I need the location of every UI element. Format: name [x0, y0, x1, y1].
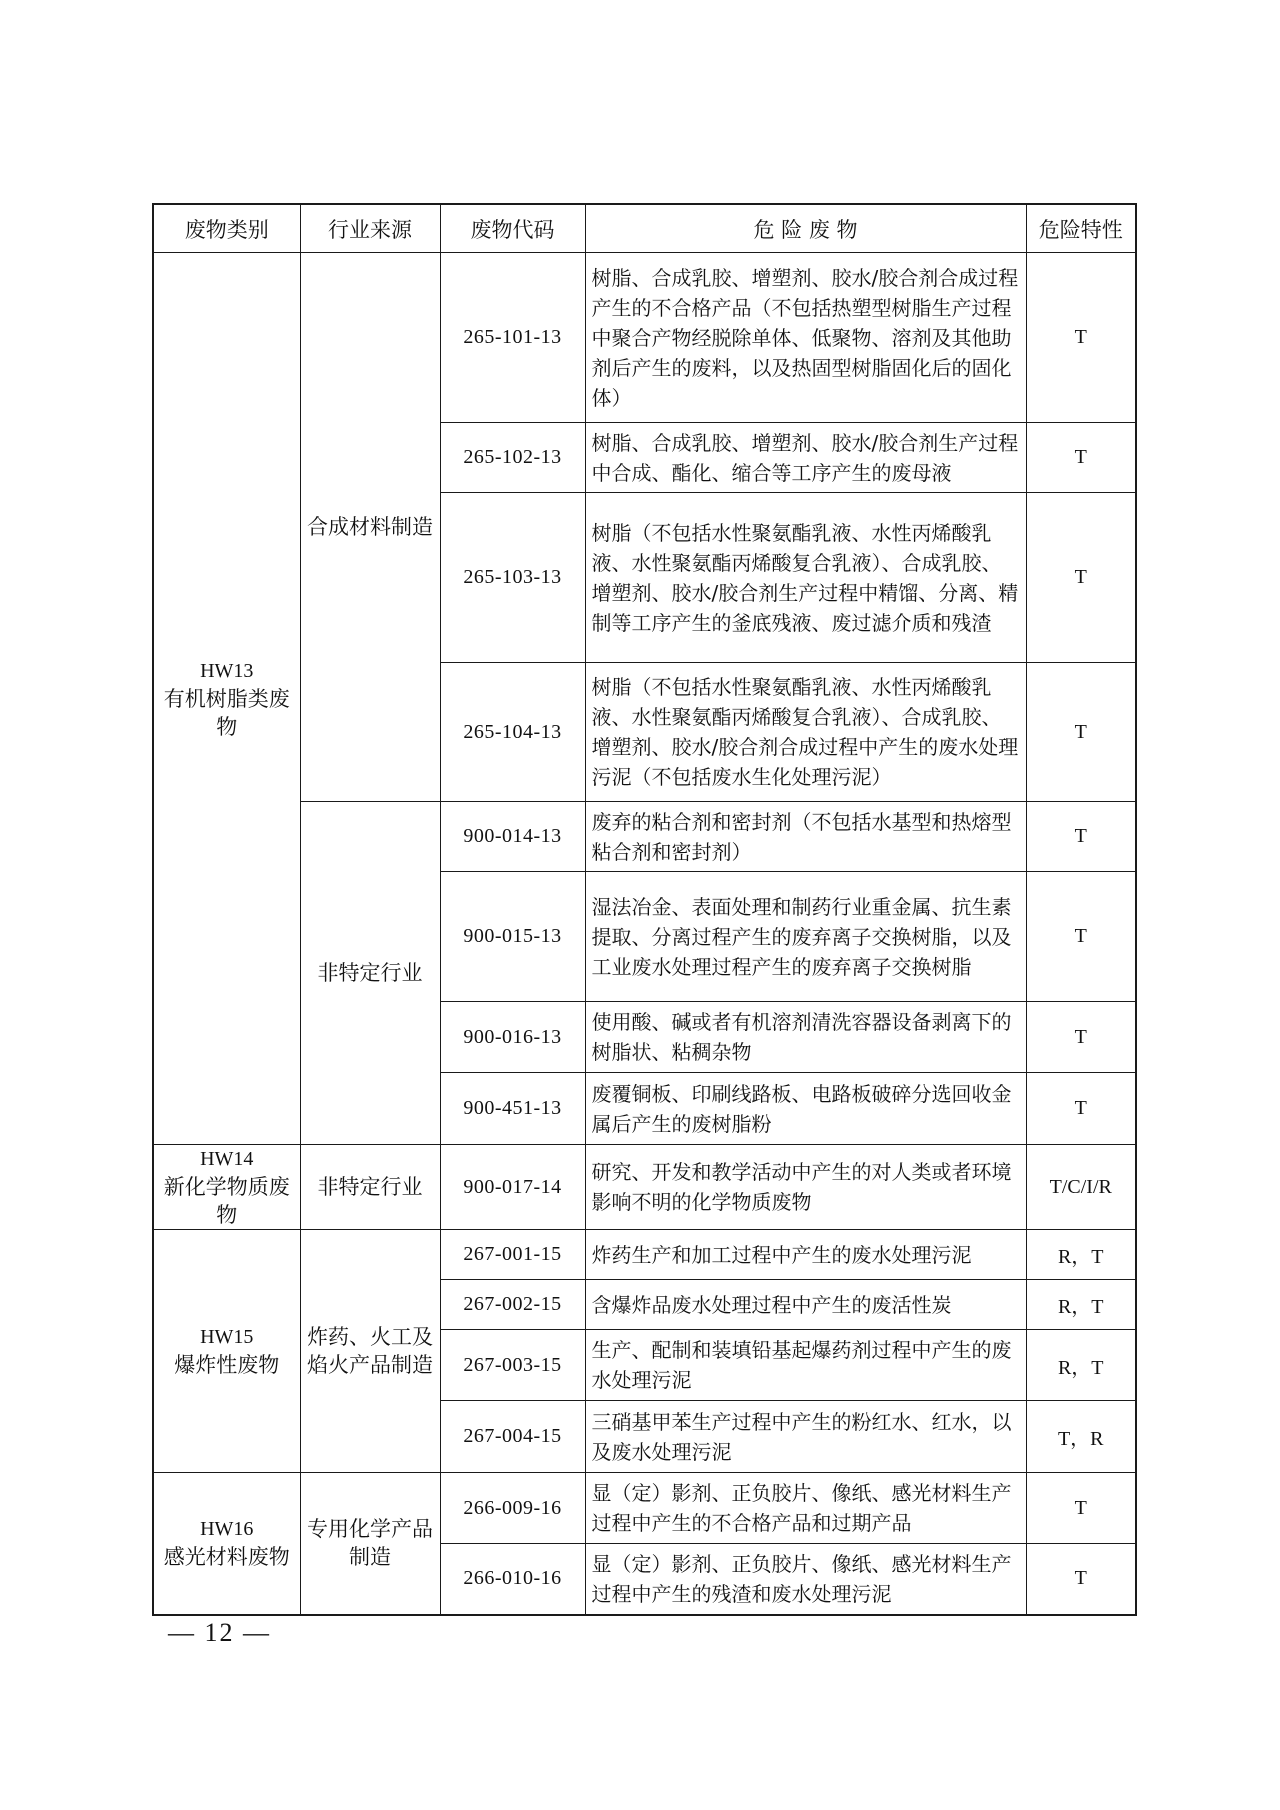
waste-code: 265-101-13 — [440, 253, 585, 423]
hazard-property: T，R — [1026, 1401, 1136, 1473]
waste-code: 267-001-15 — [440, 1230, 585, 1280]
waste-description: 湿法冶金、表面处理和制药行业重金属、抗生素提取、分离过程产生的废弃离子交换树脂，以及工业废水处理过程产生的废弃离子交换树脂 — [585, 872, 1026, 1002]
hazard-property: T — [1026, 423, 1136, 493]
source-cell: 合成材料制造 — [300, 253, 440, 802]
hazard-property: T — [1026, 1002, 1136, 1073]
hazardous-waste-table — [152, 203, 1137, 1616]
source-cell: 专用化学产品制造 — [300, 1473, 440, 1615]
hazard-property: T/C/I/R — [1026, 1145, 1136, 1230]
waste-code: 900-451-13 — [440, 1073, 585, 1145]
hazard-property: T — [1026, 1473, 1136, 1544]
header-waste-category: 废物类别 — [153, 204, 300, 253]
waste-description: 废覆铜板、印刷线路板、电路板破碎分选回收金属后产生的废树脂粉 — [585, 1073, 1026, 1145]
hazard-property: T — [1026, 493, 1136, 663]
hazard-property: T — [1026, 1073, 1136, 1145]
category-name: 爆炸性废物 — [174, 1353, 280, 1377]
hazard-property: R，T — [1026, 1280, 1136, 1330]
waste-description: 含爆炸品废水处理过程中产生的废活性炭 — [585, 1280, 1026, 1330]
table-row — [153, 1230, 1136, 1280]
category-code: HW13 — [200, 659, 254, 682]
table-row — [153, 802, 1136, 872]
header-hazard-property: 危险特性 — [1026, 204, 1136, 253]
table-row — [153, 1145, 1136, 1230]
waste-code: 267-002-15 — [440, 1280, 585, 1330]
waste-description: 研究、开发和教学活动中产生的对人类或者环境影响不明的化学物质废物 — [585, 1145, 1026, 1230]
waste-description: 三硝基甲苯生产过程中产生的粉红水、红水，以及废水处理污泥 — [585, 1401, 1026, 1473]
waste-description: 炸药生产和加工过程中产生的废水处理污泥 — [585, 1230, 1026, 1280]
category-name: 新化学物质废物 — [163, 1175, 290, 1227]
waste-code: 266-010-16 — [440, 1544, 585, 1615]
waste-description: 使用酸、碱或者有机溶剂清洗容器设备剥离下的树脂状、粘稠杂物 — [585, 1002, 1026, 1073]
waste-code: 265-104-13 — [440, 663, 585, 802]
waste-description: 显（定）影剂、正负胶片、像纸、感光材料生产过程中产生的不合格产品和过期产品 — [585, 1473, 1026, 1544]
category-cell-hw13 — [153, 253, 300, 1145]
waste-description: 废弃的粘合剂和密封剂（不包括水基型和热熔型粘合剂和密封剂） — [585, 802, 1026, 872]
waste-code: 900-016-13 — [440, 1002, 585, 1073]
hazard-property: R，T — [1026, 1230, 1136, 1280]
category-code: HW16 — [200, 1518, 254, 1541]
waste-code: 900-014-13 — [440, 802, 585, 872]
hazard-property: T — [1026, 1544, 1136, 1615]
waste-description: 显（定）影剂、正负胶片、像纸、感光材料生产过程中产生的残渣和废水处理污泥 — [585, 1544, 1026, 1615]
waste-code: 265-103-13 — [440, 493, 585, 663]
waste-code: 266-009-16 — [440, 1473, 585, 1544]
category-name: 感光材料废物 — [163, 1545, 290, 1570]
table-header-row — [153, 204, 1136, 253]
category-cell-hw16 — [153, 1473, 300, 1615]
header-industry-source: 行业来源 — [300, 204, 440, 253]
waste-description: 树脂（不包括水性聚氨酯乳液、水性丙烯酸乳液、水性聚氨酯丙烯酸复合乳液）、合成乳胶、增塑剂、胶水/胶合剂生产过程中精馏、分离、精制等工序产生的釜底残液、废过滤介质和残渣 — [585, 493, 1026, 663]
waste-description: 生产、配制和装填铅基起爆药剂过程中产生的废水处理污泥 — [585, 1330, 1026, 1401]
category-name: 有机树脂类废物 — [163, 686, 290, 739]
waste-code: 267-003-15 — [440, 1330, 585, 1401]
source-cell: 非特定行业 — [300, 1145, 440, 1230]
hazard-property: T — [1026, 802, 1136, 872]
waste-code: 265-102-13 — [440, 423, 585, 493]
page-number: — 12 — — [168, 1618, 271, 1647]
waste-description: 树脂、合成乳胶、增塑剂、胶水/胶合剂生产过程中合成、酯化、缩合等工序产生的废母液 — [585, 423, 1026, 493]
source-cell: 炸药、火工及焰火产品制造 — [300, 1230, 440, 1473]
category-code: HW14 — [200, 1148, 254, 1170]
waste-description: 树脂（不包括水性聚氨酯乳液、水性丙烯酸乳液、水性聚氨酯丙烯酸复合乳液）、合成乳胶、增塑剂、胶水/胶合剂合成过程中产生的废水处理污泥（不包括废水生化处理污泥） — [585, 663, 1026, 802]
category-cell-hw15 — [153, 1230, 300, 1473]
hazard-property: R，T — [1026, 1330, 1136, 1401]
waste-description: 树脂、合成乳胶、增塑剂、胶水/胶合剂合成过程产生的不合格产品（不包括热塑型树脂生产过程中聚合产物经脱除单体、低聚物、溶剂及其他助剂后产生的废料，以及热固型树脂固化后的固化体） — [585, 253, 1026, 423]
hazard-property: T — [1026, 253, 1136, 423]
source-cell: 非特定行业 — [300, 802, 440, 1145]
waste-code: 900-015-13 — [440, 872, 585, 1002]
header-waste-code: 废物代码 — [440, 204, 585, 253]
table-row — [153, 1473, 1136, 1544]
hazard-property: T — [1026, 663, 1136, 802]
waste-code: 900-017-14 — [440, 1145, 585, 1230]
category-cell-hw14 — [153, 1145, 300, 1230]
hazard-property: T — [1026, 872, 1136, 1002]
header-hazardous-waste: 危 险 废 物 — [585, 204, 1026, 253]
table-row — [153, 253, 1136, 423]
category-code: HW15 — [200, 1326, 254, 1348]
waste-code: 267-004-15 — [440, 1401, 585, 1473]
